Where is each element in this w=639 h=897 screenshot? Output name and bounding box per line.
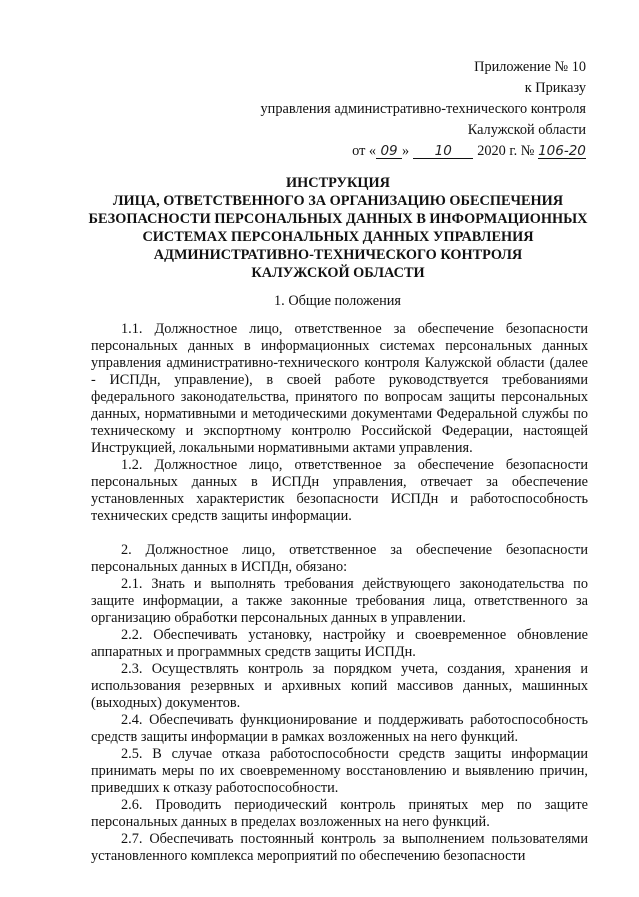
- date-quote-close: »: [402, 143, 410, 159]
- title-line: БЕЗОПАСНОСТИ ПЕРСОНАЛЬНЫХ ДАННЫХ В ИНФОРМАЦИОННЫХ: [88, 211, 588, 227]
- paragraph-2-6: 2.6. Проводить периодический контроль принятых мер по защите персональных данных в пределах возложенных на него функций.: [91, 797, 588, 830]
- paragraph-2-2: 2.2. Обеспечивать установку, настройку и своевременное обновление аппаратных и программных средств защиты ИСПДн.: [91, 627, 588, 660]
- document-body: [91, 321, 588, 865]
- title-line: СИСТЕМАХ ПЕРСОНАЛЬНЫХ ДАННЫХ УПРАВЛЕНИЯ: [142, 229, 534, 245]
- handwritten-month: 10: [413, 144, 473, 159]
- order-reference: к Приказу: [524, 80, 586, 96]
- title-line: КАЛУЖСКОЙ ОБЛАСТИ: [251, 265, 425, 281]
- appendix-number: Приложение № 10: [474, 59, 586, 75]
- issuing-authority: управления административно-технического контроля: [260, 101, 586, 117]
- paragraph-2-intro: 2. Должностное лицо, ответственное за обеспечение безопасности персональных данных в ИСПДн, обязано:: [91, 542, 588, 575]
- paragraph-2-1: 2.1. Знать и выполнять требования действующего законодательства по защите информации, а также законные требования лица, ответственного за организацию обработки персональных данных в управлении.: [91, 576, 588, 626]
- title-line: ИНСТРУКЦИЯ: [286, 175, 390, 191]
- region-name: Калужской области: [467, 122, 586, 138]
- paragraph-2-7: 2.7. Обеспечивать постоянный контроль за выполнением пользователями установленного комплекса мероприятий по обеспечению безопасности: [91, 831, 588, 864]
- section-heading-general: 1. Общие положения: [274, 293, 401, 309]
- handwritten-order-number: 106-20: [538, 143, 586, 159]
- document-title: [80, 174, 596, 282]
- date-year: 2020 г. №: [477, 143, 535, 159]
- title-line: АДМИНИСТРАТИВНО-ТЕХНИЧЕСКОГО КОНТРОЛЯ: [153, 247, 523, 263]
- appendix-header: [261, 57, 586, 162]
- paragraph-2-4: 2.4. Обеспечивать функционирование и поддерживать работоспособность средств защиты информации в рамках возложенных на него функций.: [91, 712, 588, 745]
- handwritten-day: 09: [376, 144, 402, 159]
- paragraph-2-5: 2.5. В случае отказа работоспособности средств защиты информации принимать меры по их своевременному восстановлению и выявлению причин, приведших к отказу работоспособности.: [91, 746, 588, 796]
- paragraph-1-1: 1.1. Должностное лицо, ответственное за обеспечение безопасности персональных данных в информационных системах персональных данных управления административно-технического контроля Калужской области (далее - ИСПДн, управление), в своей работе руководствуется требованиями федерального законодательства, принятого по вопросам защиты персональных данных, нормативными и методическими документами Федеральной службы по техническому и экспортному контролю Российской Федерации, настоящей Инструкцией, локальными нормативными актами управления.: [91, 321, 588, 456]
- paragraph-2-3: 2.3. Осуществлять контроль за порядком учета, создания, хранения и использования резервных и архивных копий массивов данных, машинных (выходных) документов.: [91, 661, 588, 711]
- paragraph-1-2: 1.2. Должностное лицо, ответственное за обеспечение безопасности персональных данных в ИСПДн управления, отвечает за обеспечение установленных характеристик безопасности ИСПДн и работоспособность технических средств защиты информации.: [91, 457, 588, 524]
- title-line: ЛИЦА, ОТВЕТСТВЕННОГО ЗА ОРГАНИЗАЦИЮ ОБЕСПЕЧЕНИЯ: [112, 193, 564, 209]
- date-prefix: от «: [352, 143, 377, 159]
- order-date-line: [261, 141, 586, 162]
